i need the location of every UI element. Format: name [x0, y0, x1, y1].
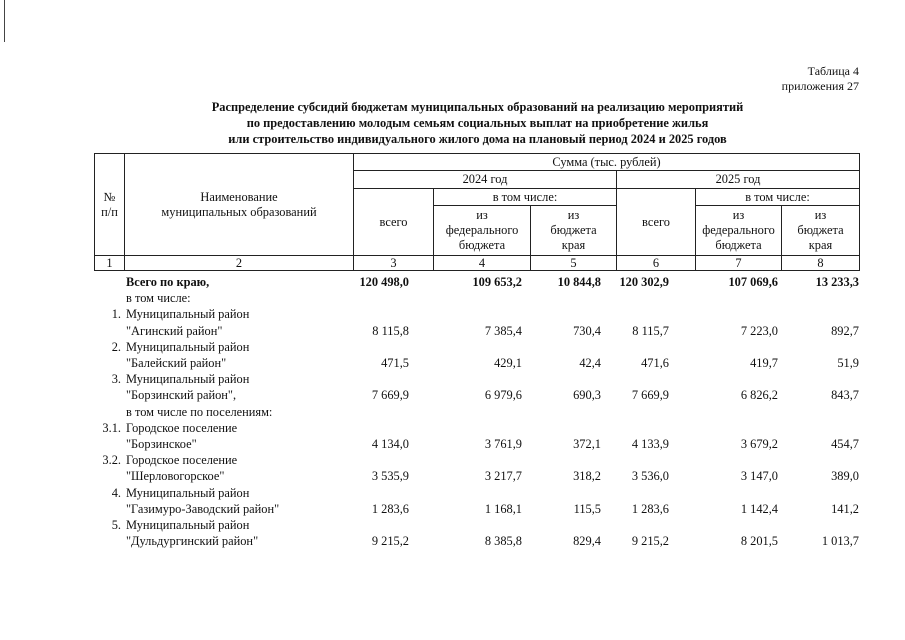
row-name: в том числе: [126, 291, 191, 306]
row-number: 1. [111, 307, 121, 322]
colnum-2: 2 [235, 255, 243, 270]
table-row [0, 323, 905, 339]
row-value-col-7: 1 142,4 [740, 501, 778, 516]
row-name: "Газимуро-Заводский район" [126, 501, 280, 516]
row-value-col-4: 429,1 [494, 356, 522, 370]
row-value-col-5: 115,5 [573, 501, 601, 516]
title-line-2: по предоставлению молодым семьям социальных выплат на приобретение жилья [246, 116, 709, 130]
row-value-col-8: 1 013,7 [821, 534, 859, 549]
colnum-8: 8 [817, 255, 824, 270]
row-name: "Шерловогорское" [126, 469, 225, 484]
row-value-col-3: 471,5 [381, 356, 409, 370]
row-value-col-8: 389,0 [831, 469, 859, 484]
row-name: Муниципальный район [126, 372, 250, 387]
row-name: "Борзинское" [126, 437, 197, 451]
row-value-col-8: 51,9 [837, 356, 859, 370]
row-value-col-5: 10 844,8 [557, 275, 601, 289]
row-value-col-7: 419,7 [750, 356, 778, 370]
header-federal-2025: из федерального бюджета [702, 208, 775, 252]
row-value-col-8: 141,2 [831, 501, 859, 516]
table-row [0, 355, 905, 371]
row-name: "Дульдургинский район" [126, 534, 259, 549]
row-name: Городское поселение [126, 453, 238, 468]
row-value-col-8: 892,7 [831, 323, 859, 338]
table-row [0, 468, 905, 484]
row-value-col-7: 3 679,2 [740, 437, 778, 451]
row-value-col-3: 1 283,6 [371, 501, 409, 516]
row-name: "Борзинский район", [126, 388, 237, 403]
row-value-col-7: 8 201,5 [740, 534, 778, 549]
page-edge-line [4, 0, 5, 42]
row-value-col-4: 1 168,1 [484, 501, 522, 516]
table-row [0, 517, 905, 533]
row-number: 3.2. [102, 453, 121, 468]
row-value-col-5: 829,4 [573, 534, 601, 549]
colnum-6: 6 [652, 255, 660, 270]
table-caption [782, 64, 859, 94]
header-line-years [353, 188, 860, 189]
row-value-col-3: 8 115,8 [372, 323, 409, 338]
row-name: Муниципальный район [126, 518, 250, 532]
row-name: Всего по краю, [126, 275, 210, 289]
header-name: Наименование муниципальных образований [161, 189, 317, 219]
header-vline-2 [353, 153, 354, 271]
row-name: Муниципальный район [126, 339, 250, 354]
row-value-col-8: 843,7 [831, 388, 859, 403]
row-number: 4. [111, 485, 121, 500]
row-name: в том числе по поселениям: [126, 404, 273, 419]
table-row [0, 404, 905, 420]
row-value-col-7: 7 223,0 [740, 323, 778, 338]
row-value-col-7: 107 069,6 [728, 275, 778, 289]
row-value-col-5: 42,4 [579, 356, 601, 370]
row-value-col-6: 7 669,9 [631, 388, 669, 403]
colnum-3: 3 [390, 255, 397, 270]
table-row [0, 274, 905, 290]
header-incl-2024: в том числе: [492, 189, 558, 204]
row-value-col-3: 120 498,0 [359, 275, 409, 289]
header-regional-2025: из бюджета края [797, 208, 844, 252]
row-value-col-4: 109 653,2 [472, 275, 522, 289]
row-value-col-4: 6 979,6 [484, 388, 522, 403]
row-number: 5. [111, 518, 121, 532]
table-row [0, 501, 905, 517]
row-value-col-6: 471,6 [641, 356, 669, 370]
caption-line-2: приложения 27 [781, 79, 859, 93]
row-value-col-5: 730,4 [573, 323, 601, 338]
row-name: "Агинский район" [126, 323, 223, 338]
row-value-col-3: 9 215,2 [371, 534, 409, 549]
header-vline-6 [695, 188, 696, 271]
row-value-col-8: 454,7 [831, 437, 859, 451]
table-row [0, 436, 905, 452]
header-vline-1 [124, 153, 125, 271]
row-value-col-3: 7 669,9 [371, 388, 409, 403]
table-row [0, 533, 905, 549]
row-number: 2. [111, 339, 121, 354]
row-value-col-5: 690,3 [573, 388, 601, 403]
row-name: Муниципальный район [126, 307, 250, 322]
header-num: № п/п [101, 189, 118, 219]
table-row [0, 452, 905, 468]
table-row [0, 290, 905, 306]
row-value-col-5: 372,1 [573, 437, 601, 451]
header-line-colnums-top [94, 255, 860, 256]
header-vline-right [859, 153, 860, 271]
row-value-col-6: 8 115,7 [632, 323, 669, 338]
header-vline-3 [433, 188, 434, 271]
row-value-col-4: 8 385,8 [484, 534, 522, 549]
row-value-col-6: 9 215,2 [631, 534, 669, 549]
header-vline-5 [616, 170, 617, 271]
table-row [0, 306, 905, 322]
header-line-bottom [94, 270, 860, 271]
row-number: 3.1. [102, 420, 121, 435]
row-name: Муниципальный район [126, 485, 250, 500]
header-sum: Сумма (тыс. рублей) [552, 154, 661, 169]
header-line-incl-2 [695, 205, 860, 206]
row-name: Городское поселение [126, 420, 238, 435]
title-line-1: Распределение субсидий бюджетам муниципальных образований на реализацию мероприятий [211, 100, 744, 114]
header-line-incl-1 [433, 205, 616, 206]
table-row [0, 420, 905, 436]
colnum-5: 5 [570, 255, 577, 270]
row-value-col-4: 3 761,9 [484, 437, 522, 451]
document-title [95, 99, 860, 147]
colnum-7: 7 [735, 255, 742, 270]
header-vline-left [94, 153, 95, 271]
caption-line-1: Таблица 4 [807, 64, 859, 78]
table-row [0, 387, 905, 403]
table-row [0, 339, 905, 355]
header-vline-4 [530, 205, 531, 271]
header-line-sum [353, 170, 860, 171]
row-value-col-6: 1 283,6 [631, 501, 669, 516]
row-value-col-5: 318,2 [573, 469, 601, 484]
header-incl-2025: в том числе: [745, 189, 810, 204]
row-name: "Балейский район" [126, 356, 227, 370]
row-value-col-6: 120 302,9 [619, 275, 669, 289]
row-value-col-4: 7 385,4 [484, 323, 522, 338]
title-line-3: или строительство индивидуального жилого дома на плановый период 2024 и 2025 годов [228, 132, 727, 146]
header-year-2024: 2024 год [462, 172, 508, 186]
colnum-1: 1 [106, 255, 113, 270]
row-value-col-6: 3 536,0 [631, 469, 669, 484]
row-value-col-7: 3 147,0 [740, 469, 778, 484]
row-value-col-3: 3 535,9 [371, 469, 409, 484]
header-year-2025: 2025 год [715, 172, 761, 186]
row-number: 3. [111, 372, 121, 387]
header-line-top [94, 153, 860, 154]
header-regional-2024: из бюджета края [550, 208, 597, 252]
row-value-col-6: 4 133,9 [631, 437, 669, 451]
header-vline-7 [781, 205, 782, 271]
colnum-4: 4 [478, 255, 486, 270]
table-row [0, 371, 905, 387]
row-value-col-3: 4 134,0 [371, 437, 409, 451]
row-value-col-8: 13 233,3 [815, 275, 859, 289]
header-federal-2024: из федерального бюджета [445, 208, 519, 252]
row-value-col-7: 6 826,2 [740, 388, 778, 403]
header-total-2025: всего [642, 214, 670, 229]
row-value-col-4: 3 217,7 [484, 469, 522, 484]
header-total-2024: всего [379, 214, 408, 229]
table-row [0, 485, 905, 501]
